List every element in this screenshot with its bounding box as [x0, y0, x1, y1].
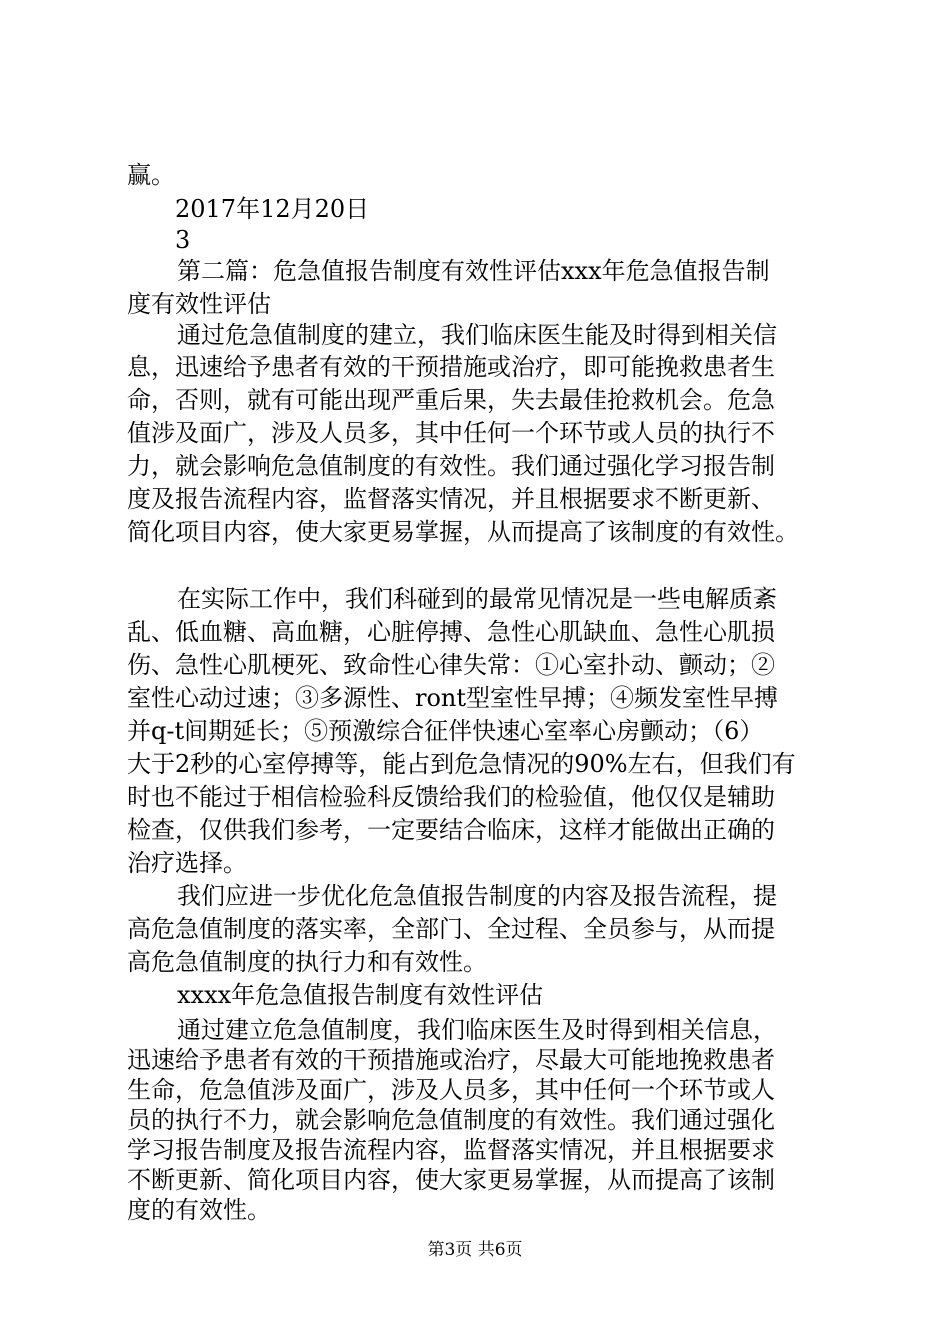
paragraph-line: 时也不能过于相信检验科反馈给我们的检验值，他仅仅是辅助: [127, 783, 775, 811]
paragraph-line: 治疗选择。: [127, 849, 247, 877]
text-line: 赢。: [127, 161, 175, 189]
paragraph-line: 命，否则，就有可能出现严重后果，失去最佳抢救机会。危急: [127, 386, 775, 414]
paragraph-line: 乱、低血糖、高血糖，心脏停搏、急性心肌缺血、急性心肌损: [127, 618, 775, 646]
date-line: 2017年12月20日: [175, 195, 370, 223]
paragraph-line: 度及报告流程内容，监督落实情况，并且根据要求不断更新、: [127, 485, 775, 513]
paragraph-line: 值涉及面广，涉及人员多，其中任何一个环节或人员的执行不: [127, 419, 775, 447]
paragraph-line: 并q-t间期延长；⑤预激综合征伴快速心室率心房颤动；（6）: [127, 717, 764, 745]
paragraph-line: 通过危急值制度的建立，我们临床医生能及时得到相关信: [177, 321, 777, 349]
section-title: 第二篇：危急值报告制度有效性评估xxx年危急值报告制: [177, 257, 770, 285]
paragraph-line: 在实际工作中，我们科碰到的最常见情况是一些电解质紊: [177, 585, 777, 613]
paragraph-line: 高危急值制度的落实率，全部门、全过程、全员参与，从而提: [127, 915, 775, 943]
paragraph-line: 我们应进一步优化危急值报告制度的内容及报告流程，提: [177, 882, 777, 910]
paragraph-line: 不断更新、简化项目内容，使大家更易掌握，从而提高了该制: [127, 1166, 775, 1194]
page-footer: 第3页 共6页: [427, 1240, 523, 1260]
subsection-title: xxxx年危急值报告制度有效性评估: [177, 981, 544, 1009]
paragraph-line: 伤、急性心肌梗死、致命性心律失常：①心室扑动、颤动；②: [127, 651, 775, 679]
paragraph-line: 迅速给予患者有效的干预措施或治疗，尽最大可能地挽救患者: [127, 1046, 775, 1074]
paragraph-line: 高危急值制度的执行力和有效性。: [127, 948, 487, 976]
paragraph-line: 通过建立危急值制度，我们临床医生及时得到相关信息，: [177, 1016, 777, 1044]
paragraph-line: 室性心动过速；③多源性、ront型室性早搏；④频发室性早搏: [127, 684, 779, 712]
paragraph-line: 大于2秒的心室停搏等，能占到危急情况的90%左右，但我们有: [127, 750, 796, 778]
section-title: 度有效性评估: [127, 290, 271, 318]
paragraph-line: 检查，仅供我们参考，一定要结合临床，这样才能做出正确的: [127, 816, 775, 844]
paragraph-line: 学习报告制度及报告流程内容，监督落实情况，并且根据要求: [127, 1136, 775, 1164]
paragraph-line: 息，迅速给予患者有效的干预措施或治疗，即可能挽救患者生: [127, 353, 775, 381]
paragraph-line: 员的执行不力，就会影响危急值制度的有效性。我们通过强化: [127, 1106, 775, 1134]
paragraph-line: 力，就会影响危急值制度的有效性。我们通过强化学习报告制: [127, 452, 775, 480]
text-line: 3: [175, 226, 191, 254]
paragraph-line: 生命，危急值涉及面广，涉及人员多，其中任何一个环节或人: [127, 1076, 775, 1104]
paragraph-line: 简化项目内容，使大家更易掌握，从而提高了该制度的有效性。: [127, 518, 799, 546]
paragraph-line: 度的有效性。: [127, 1196, 271, 1224]
